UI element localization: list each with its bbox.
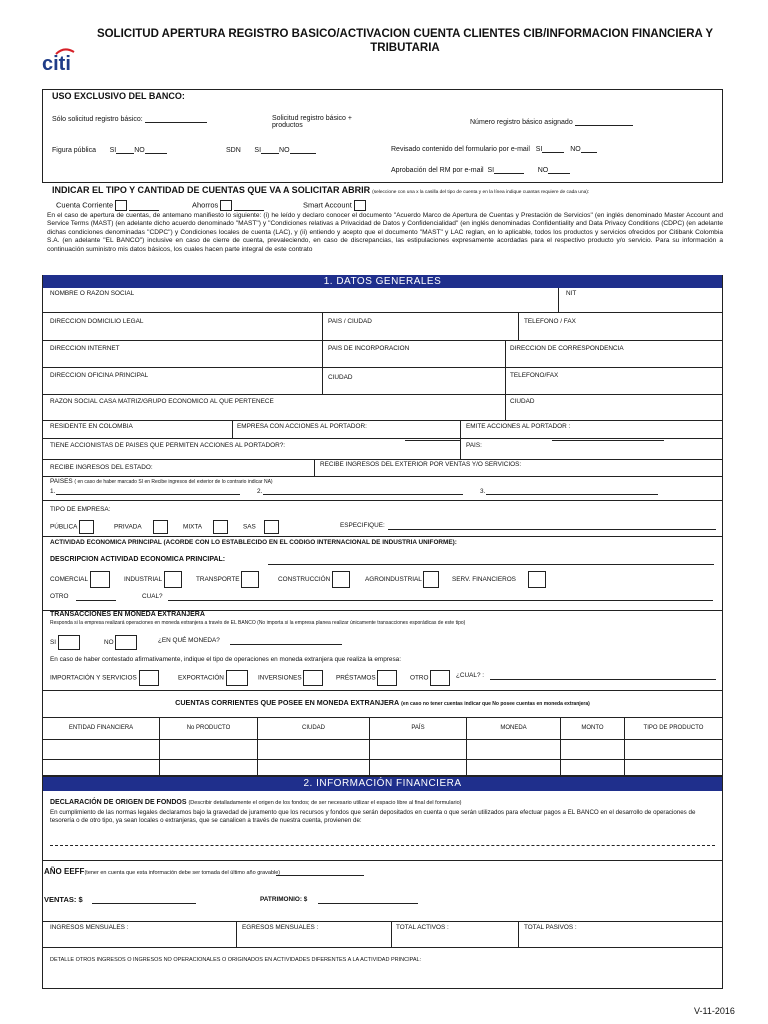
act-industrial-checkbox[interactable] [164, 571, 182, 588]
recibe-exterior-label: RECIBE INGRESOS DEL EXTERIOR POR VENTAS Y/O SERVICIOS: [320, 461, 522, 468]
bank-use-heading: USO EXCLUSIVO DEL BANCO: [52, 91, 185, 101]
paises-label: PAISES ( en caso de haber marcado SI en Recibe ingresos del exterior de lo contrario indicar NA) [50, 478, 273, 485]
declaracion-text: En cumplimiento de las normas legales declaramos bajo la gravedad de juramento que los recursos y fondos que serán depositados en cuenta o que serán utilizados para efectuar pagos a EL BANCO en el desarrollo de operaciones de tesorería o de otro tipo, ya sean locales o extranjeras, que se canalicen a través de nuestra cuenta, provienen de: [50, 809, 696, 824]
solicitud-productos-label: Solicitud registro básico + productos [272, 115, 352, 129]
especifique-label: ESPECIFIQUE: [340, 522, 385, 529]
smart-account-checkbox[interactable] [354, 200, 366, 211]
razon-matriz-label: RAZON SOCIAL CASA MATRIZ/GRUPO ECONOMICO AL QUE PERTENECE [50, 398, 274, 405]
cuenta-corriente-option: Cuenta Corriente [56, 200, 159, 211]
act-transporte-checkbox[interactable] [241, 571, 259, 588]
act-serv-financieros: SERV. FINANCIEROS [452, 571, 546, 588]
act-industrial: INDUSTRIAL [124, 571, 182, 588]
version-label: V-11-2016 [694, 1006, 735, 1016]
section2-header: 2. INFORMACIÓN FINANCIERA [43, 777, 722, 791]
ciudad-label: CIUDAD [328, 374, 353, 381]
pais-ciudad-label: PAIS / CIUDAD [328, 318, 372, 325]
aprobacion-label: Aprobación del RM por e-mail SI NO [391, 166, 570, 174]
tipo-privada: PRIVADA [114, 520, 168, 534]
act-comercial: COMERCIAL [50, 571, 110, 588]
act-comercial-checkbox[interactable] [90, 571, 110, 588]
ventas-field[interactable] [92, 903, 196, 904]
telefono-fax-2-label: TELEFONO/FAX [510, 372, 559, 379]
egresos-label: EGRESOS MENSUALES : [242, 924, 319, 931]
act-construccion: CONSTRUCCIÓN [278, 571, 350, 588]
nombre-label: NOMBRE O RAZON SOCIAL [50, 290, 135, 297]
aprobacion-si[interactable] [494, 166, 524, 174]
cuenta-corriente-checkbox[interactable] [115, 200, 127, 211]
descripcion-field[interactable] [268, 564, 714, 565]
dir-oficina-label: DIRECCION OFICINA PRINCIPAL [50, 372, 149, 379]
descripcion-label: DESCRIPCION ACTIVIDAD ECONOMICA PRINCIPAL: [50, 556, 226, 563]
sdn-si[interactable] [261, 146, 279, 154]
numero-registro-field[interactable] [575, 118, 633, 126]
residente-label: RESIDENTE EN COLOMBIA [50, 423, 133, 430]
col-ciudad: CIUDAD [301, 725, 325, 731]
dir-domicilio-label: DIRECCION DOMICILIO LEGAL [50, 318, 144, 325]
pais-3-field[interactable] [486, 494, 658, 495]
col-moneda: MONEDA [500, 725, 527, 731]
moneda-no: NO [104, 635, 137, 650]
moneda-no-checkbox[interactable] [115, 635, 137, 650]
patrimonio-label: PATRIMONIO: $ [260, 896, 308, 903]
dir-correspondencia-label: DIRECCION DE CORRESPONDENCIA [510, 345, 624, 352]
sdn-no[interactable] [290, 146, 316, 154]
que-moneda-field[interactable] [230, 644, 342, 645]
op-prestamos-checkbox[interactable] [377, 670, 397, 686]
pais-incorporacion-label: PAIS DE INCORPORACION [328, 345, 410, 352]
tiene-accionistas-label: TIENE ACCIONISTAS DE PAISES QUE PERMITEN ACCIONES AL PORTADOR?: [50, 442, 286, 449]
act-transporte: TRANSPORTE [196, 571, 259, 588]
declaration-paragraph: En el caso de apertura de cuentas, de antemano manifiesto lo siguiente: (i) he leído y declaro conocer el documento "Acuerdo Marco de Apertura de Cuentas y Prestación de Servicios" (en inglés denominado Master Account and Service Terms (MAST) (en adelante dicho acuerdo denominado "MAST") y "Condiciones relativas a Privacidad de Datos y Confidencialidad" (en inglés denominadas Confidentiality and Data Privacy Conditions (CDPC) (en adelante dichas condiciones denominadas "CDPC") y Condiciones locales de cuenta (LAC), y (ii) entiendo y acepto que el documento "MAST" y LAC reglan, en lo aplicable, todos los productos y servicios ofrecidos por Citibank Colombia S.A. (en adelante "EL BANCO") inclusive en caso de cierre de cuenta, prevaleciendo, en caso de discrepancias, las estipulaciones expresamente acordadas para el respectivo producto y/o servicio. Para su información a continuación suministro mis datos básicos, los cuales hacen parte integral de este contrato [47, 212, 723, 253]
origen-fondos-field[interactable] [50, 845, 715, 846]
transacciones-label: TRANSACCIONES EN MONEDA EXTRANJERA [50, 611, 205, 618]
activos-label: TOTAL ACTIVOS : [396, 924, 449, 931]
pais-3-label: 3. [480, 488, 486, 495]
bank-use-box [42, 89, 723, 183]
act-construccion-checkbox[interactable] [332, 571, 350, 588]
op-importacion-checkbox[interactable] [139, 670, 159, 686]
form-title-line2: TRIBUTARIA [370, 42, 440, 54]
pais-2-label: 2. [257, 488, 263, 495]
op-otro-checkbox[interactable] [430, 670, 450, 686]
que-moneda-label: ¿EN QUÉ MONEDA? [158, 637, 220, 644]
ano-eeff-field[interactable] [276, 875, 364, 876]
act-cual-field[interactable] [168, 600, 713, 601]
act-agroindustrial: AGROINDUSTRIAL [365, 571, 439, 588]
col-no-producto: No PRODUCTO [186, 725, 231, 731]
nit-label: NIT [566, 290, 577, 297]
recibe-estado-label: RECIBE INGRESOS DEL ESTADO: [50, 464, 153, 471]
pais-1-label: 1. [50, 488, 56, 495]
op-inversiones-checkbox[interactable] [303, 670, 323, 686]
revisado-no[interactable] [581, 145, 597, 153]
cuentas-corrientes-heading: CUENTAS CORRIENTES QUE POSEE EN MONEDA EXTRANJERA (en caso no tener cuentas indicar que No posee cuentas en moneda extranjera) [175, 698, 590, 707]
tiene-accionistas-field[interactable] [405, 440, 460, 441]
act-otro: OTRO [50, 593, 69, 600]
declaracion-heading: DECLARACIÓN DE ORIGEN DE FONDOS (Describir detalladamente el origen de los fondos; de ser necesario utilizar el espacio libre al final del formulario) [50, 799, 462, 806]
moneda-si-checkbox[interactable] [58, 635, 80, 650]
numero-registro-label: Número registro básico asignado [470, 118, 633, 126]
revisado-si[interactable] [542, 145, 564, 153]
act-agroindustrial-checkbox[interactable] [423, 571, 439, 588]
ahorros-qty[interactable] [234, 203, 264, 211]
accounts-heading: INDICAR EL TIPO Y CANTIDAD DE CUENTAS QUE VA A SOLICITAR ABRIR (seleccione con una x la casilla del tipo de cuenta y en la línea indique cuantas requiere de cada una): [52, 185, 590, 195]
tipo-empresa-label: TIPO DE EMPRESA: [50, 506, 111, 513]
pais-label: PAIS: [466, 442, 482, 449]
cuenta-corriente-qty[interactable] [129, 203, 159, 211]
tipo-sas: SAS [243, 520, 279, 534]
form-title [60, 27, 750, 55]
sdn-label: SDN SI NO [226, 146, 316, 154]
form-title-line1: SOLICITUD APERTURA REGISTRO BASICO/ACTIVACION CUENTA CLIENTES CIB/INFORMACION FINANCIERA Y [96, 28, 714, 40]
svg-text:citi: citi [42, 53, 71, 74]
op-otro: OTRO [410, 670, 450, 686]
revisado-label: Revisado contenido del formulario por e-mail SI NO [391, 145, 597, 153]
actividad-label: ACTIVIDAD ECONOMICA PRINCIPAL (ACORDE CON LO ESTABLECIDO EN EL CODIGO INTERNACIONAL DE INDUSTRIA UNIFORME): [50, 539, 457, 546]
ahorros-option: Ahorros [192, 200, 264, 211]
figura-publica-si[interactable] [116, 146, 134, 154]
citi-logo [42, 44, 78, 74]
citi-logo-icon [42, 44, 82, 74]
empresa-acciones-label: EMPRESA CON ACCIONES AL PORTADOR: [237, 423, 367, 430]
ingresos-label: INGRESOS MENSUALES : [50, 924, 129, 931]
aprobacion-no[interactable] [548, 166, 570, 174]
ventas-label: VENTAS: $ [44, 895, 83, 904]
op-cual-label: ¿CUAL? : [456, 672, 485, 679]
op-inversiones: INVERSIONES [258, 670, 323, 686]
solo-solicitud-field[interactable] [145, 115, 207, 123]
act-cual-label: CUAL? [142, 593, 163, 600]
ahorros-checkbox[interactable] [220, 200, 232, 211]
telefono-fax-label: TELEFONO / FAX [524, 318, 576, 325]
op-exportacion-checkbox[interactable] [226, 670, 248, 686]
tipo-mixta-checkbox[interactable] [213, 520, 228, 534]
caso-afirmativo-text: En caso de haber contestado afirmativamente, indique el tipo de operaciones en moneda extranjera que realiza la empresa: [50, 656, 401, 663]
tipo-mixta: MIXTA [183, 520, 228, 534]
tipo-privada-checkbox[interactable] [153, 520, 168, 534]
col-pais: PAÍS [411, 725, 425, 731]
detalle-label: DETALLE OTROS INGRESOS O INGRESOS NO OPERACIONALES O ORIGINADOS EN ACTIVIDADES DIFERENTES A LA ACTIVIDAD PRINCIPAL: [50, 957, 422, 963]
emite-acciones-label: EMITE ACCIONES AL PORTADOR : [466, 423, 571, 430]
op-cual-field[interactable] [490, 679, 716, 680]
figura-publica-label: Figura pública SI NO [52, 146, 167, 154]
ciudad-2-label: CIUDAD [510, 398, 535, 405]
section1-header: 1. DATOS GENERALES [43, 275, 722, 288]
pais-1-field[interactable] [56, 494, 240, 495]
solo-solicitud-label: Sólo solicitud registro básico: [52, 115, 207, 123]
transacciones-question: Responda si la empresa realizará operaciones en moneda extranjera a través de EL BANCO (No importa si la empresa planea realizar únicamente transacciones esporádicas de este tipo) [50, 620, 466, 626]
pasivos-label: TOTAL PASIVOS : [524, 924, 577, 931]
dir-internet-label: DIRECCION INTERNET [50, 345, 120, 352]
col-monto: MONTO [581, 725, 604, 731]
tipo-publica-checkbox[interactable] [79, 520, 94, 534]
act-otro-field[interactable] [76, 600, 116, 601]
col-tipo-producto: TIPO DE PRODUCTO [643, 725, 704, 731]
tipo-sas-checkbox[interactable] [264, 520, 279, 534]
col-entidad-financiera: ENTIDAD FINANCIERA [68, 725, 134, 731]
moneda-si: SI [50, 635, 80, 650]
ano-eeff-label: AÑO EEFF(tener en cuenta que esta información debe ser tomada del último año gravable) [44, 867, 281, 876]
op-prestamos: PRÉSTAMOS [336, 670, 397, 686]
act-serv-financieros-checkbox[interactable] [528, 571, 546, 588]
patrimonio-field[interactable] [318, 903, 418, 904]
op-importacion: IMPORTACIÓN Y SERVICIOS [50, 670, 159, 686]
op-exportacion: EXPORTACIÓN [178, 670, 248, 686]
smart-account-option: Smart Account [303, 200, 366, 211]
pais-field[interactable] [552, 440, 664, 441]
figura-publica-no[interactable] [145, 146, 167, 154]
especifique-field[interactable] [388, 529, 716, 530]
pais-2-field[interactable] [263, 494, 463, 495]
tipo-publica: PÚBLICA [50, 520, 94, 534]
